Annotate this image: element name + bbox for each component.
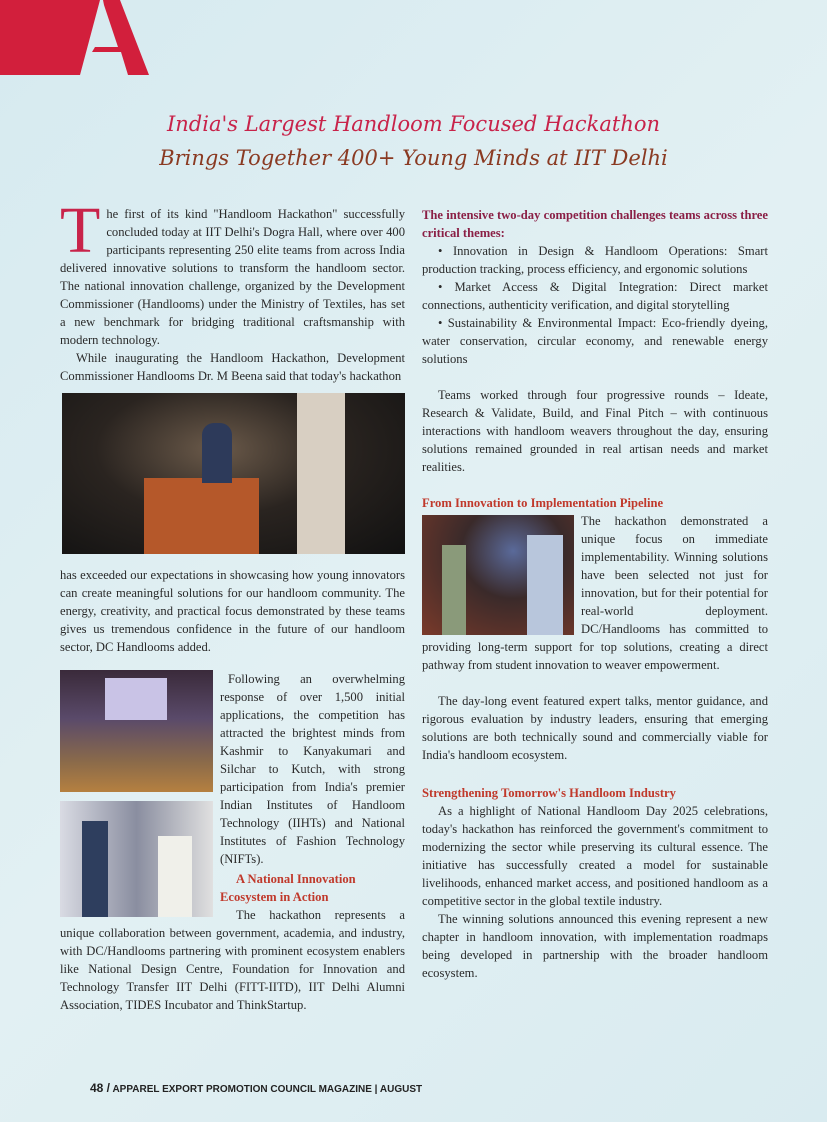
theme-item: • Market Access & Digital Integration: Direct market connections, authenticity verification, and digital storytelling <box>422 280 768 312</box>
drop-cap: T <box>60 194 101 267</box>
magazine-logo <box>0 0 149 75</box>
paragraph: Teams worked through four progressive rounds – Ideate, Research & Validate, Build, and Final Pitch – with continuous interactions with handloom weavers throughout the day, ensuring solutions remained grounded in real artisan needs and market realities. <box>422 388 768 474</box>
section-heading: From Innovation to Implementation Pipeline <box>422 496 664 510</box>
theme-item: • Sustainability & Environmental Impact: Eco-friendly dyeing, water conservation, circular economy, and renewable energy solutions <box>422 316 768 366</box>
paragraph: As a highlight of National Handloom Day 2025 celebrations, today's hackathon has reinforced the government's commitment to modernizing the sector while preserving its cultural essence. The initiative has successfully created a model for sustainable livelihoods, enhanced market access, and positioned handloom as a competitive sector in the global textile industry. <box>422 804 768 908</box>
page-number: 48 / <box>90 1081 111 1095</box>
publication-name: APPAREL EXPORT PROMOTION COUNCIL MAGAZINE | AUGUST <box>112 1084 423 1095</box>
section-heading: A National Innovation Ecosystem in Action <box>220 872 356 904</box>
paragraph: The day-long event featured expert talks, mentor guidance, and rigorous evaluation by industry leaders, ensuring that emerging solutions are both technically sound and commercially viable for India's handloom ecosystem. <box>422 694 768 762</box>
left-column <box>60 194 405 1014</box>
photo-stack <box>60 670 213 917</box>
photo-group-stage <box>60 670 213 792</box>
page-footer <box>90 1081 422 1095</box>
paragraph: The winning solutions announced this evening represent a new chapter in handloom innovation, with implementation roadmaps being developed in partnership with the broader handloom ecosystem. <box>422 912 768 980</box>
photo-participants <box>60 801 213 917</box>
paragraph: has exceeded our expectations in showcasing how young innovators can create meaningful solutions for our handloom community. The energy, creativity, and practical focus demonstrated by these teams gives us tremendous confidence in the future of our handloom sector, DC Handlooms added. <box>60 568 405 654</box>
photo-judges-discussion <box>422 515 574 635</box>
right-column <box>422 206 768 982</box>
paragraph: The hackathon demonstrated a unique focus on immediate implementability. Winning solutions have been selected not just for innovation, but for their potential for real-world deployment. DC/Handlooms has committed to providing long-term support for top solutions, creating a direct pathway from student innovation to weaver empowerment. <box>422 514 768 672</box>
paragraph: Following an overwhelming response of over 1,500 initial applications, the competition has attracted the brightest minds from Kashmir to Kanyakumari and Silchar to Kutch, with strong participation from India's premier Indian Institutes of Handloom Technology (IIHTs) and National Institutes of Fashion Technology (NIFTs). <box>220 672 405 866</box>
theme-item: • Innovation in Design & Handloom Operations: Smart production tracking, process efficiency, and ergonomic solutions <box>422 244 768 276</box>
paragraph: The hackathon represents a unique <box>60 908 405 940</box>
photo-inauguration-speech <box>62 393 405 554</box>
headline-line-1: India's Largest Handloom Focused Hackathon <box>166 112 661 136</box>
paragraph: collaboration between government, academia, and industry, with DC/Handlooms partnering with prominent ecosystem enablers like National Design Centre, Foundation for Innovation and Technology Transfer IIT Delhi (FITT-IITD), IIT Delhi Alumni Association, TIDES Incubator and ThinkStartup. <box>60 926 405 1012</box>
intro-paragraph: he first of its kind "Handloom Hackathon" successfully concluded today at IIT Delhi's Dogra Hall, where over 400 participants representing 250 elite teams from across India delivered innovative solutions to transform the handloom sector. The national innovation challenge, organized by the Development Commissioner (Handlooms) under the Ministry of Textiles, has set a new benchmark for bridging traditional craftsmanship with modern technology. <box>60 207 405 347</box>
paragraph: While inaugurating the Handloom Hackathon, Development Commissioner Handlooms Dr. M Beena said that today's hackathon <box>60 351 405 383</box>
section-heading: Strengthening Tomorrow's Handloom Industry <box>422 786 676 800</box>
headline-line-2: Brings Together 400+ Young Minds at IIT Delhi <box>159 146 668 170</box>
themes-heading: The intensive two-day competition challenges teams across three critical themes: <box>422 208 768 240</box>
